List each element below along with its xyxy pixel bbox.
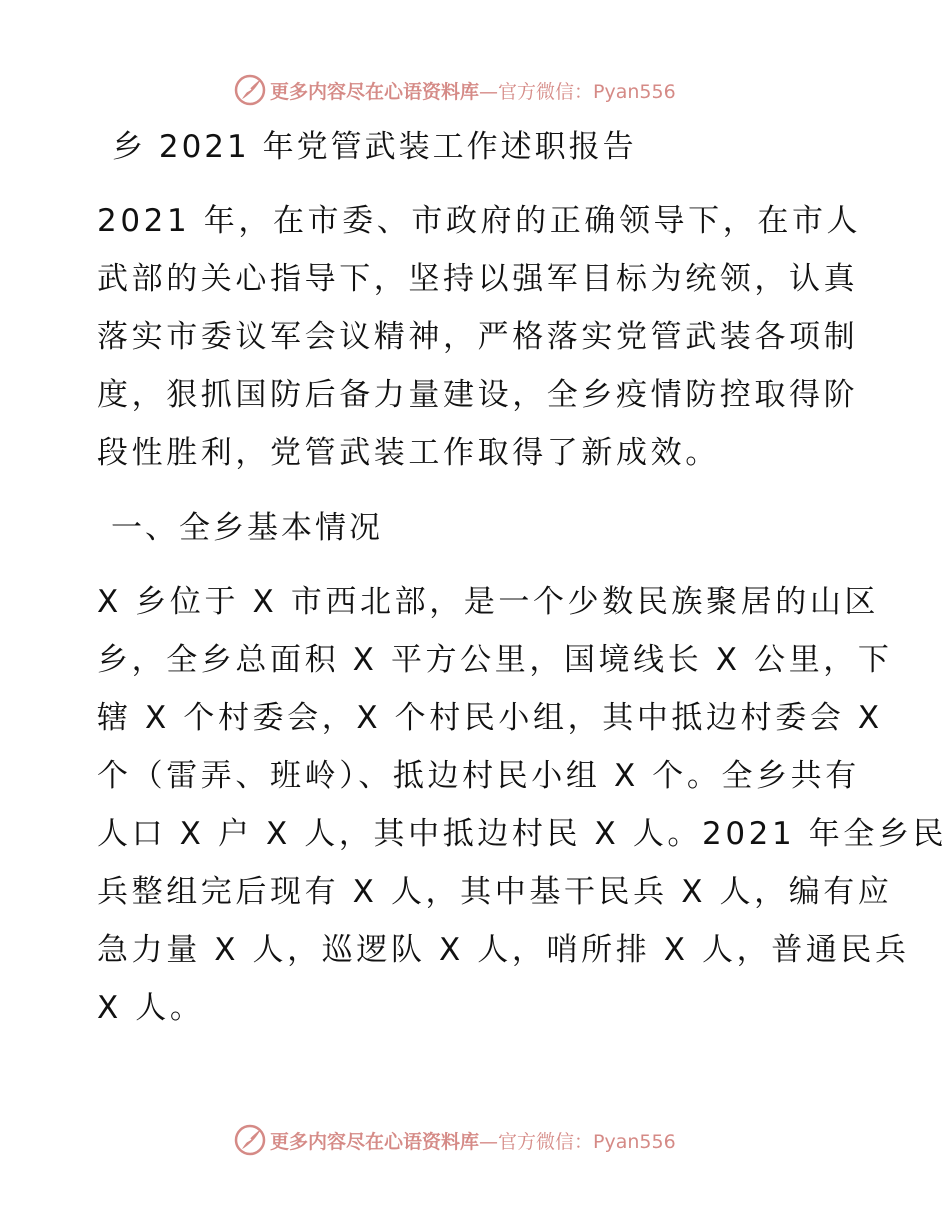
document-title: 乡 2021 年党管武装工作述职报告 [112, 129, 637, 165]
basic-line: 乡，全乡总面积 X 平方公里，国境线长 X 公里，下 [97, 642, 893, 678]
intro-paragraph [97, 192, 862, 482]
basic-line: 辖 X 个村委会，X 个村民小组，其中抵边村委会 X [97, 700, 883, 736]
intro-line: 落实市委议军会议精神，严格落实党管武装各项制 [97, 319, 859, 355]
feather-logo-icon [233, 73, 267, 107]
intro-line: 2021 年，在市委、市政府的正确领导下，在市人 [97, 203, 862, 239]
watermark-brand: 更多内容尽在心语资料库 [270, 1130, 480, 1153]
watermark-wechat: —官方微信：Pyan556 [479, 80, 676, 103]
watermark-brand: 更多内容尽在心语资料库 [270, 80, 480, 103]
basic-line: 人口 X 户 X 人，其中抵边村民 X 人。2021 年全乡民 [97, 816, 948, 852]
basic-line: 急力量 X 人，巡逻队 X 人，哨所排 X 人，普通民兵 [97, 932, 910, 968]
basic-line: X 人。 [97, 990, 205, 1026]
feather-logo-icon [233, 1123, 267, 1157]
intro-line: 段性胜利，党管武装工作取得了新成效。 [97, 435, 720, 471]
watermark-header [233, 73, 676, 107]
watermark-footer [233, 1123, 676, 1157]
basic-line: 个（雷弄、班岭）、抵边村民小组 X 个。全乡共有 [97, 758, 860, 794]
basic-situation-paragraph [97, 573, 948, 1037]
section-heading: 一、全乡基本情况 [111, 510, 383, 546]
intro-line: 武部的关心指导下，坚持以强军目标为统领，认真 [97, 261, 859, 297]
intro-line: 度，狠抓国防后备力量建设，全乡疫情防控取得阶 [97, 377, 859, 413]
basic-line: X 乡位于 X 市西北部，是一个少数民族聚居的山区 [97, 584, 880, 620]
basic-line: 兵整组完后现有 X 人，其中基干民兵 X 人，编有应 [97, 874, 893, 910]
watermark-wechat: —官方微信：Pyan556 [479, 1130, 676, 1153]
